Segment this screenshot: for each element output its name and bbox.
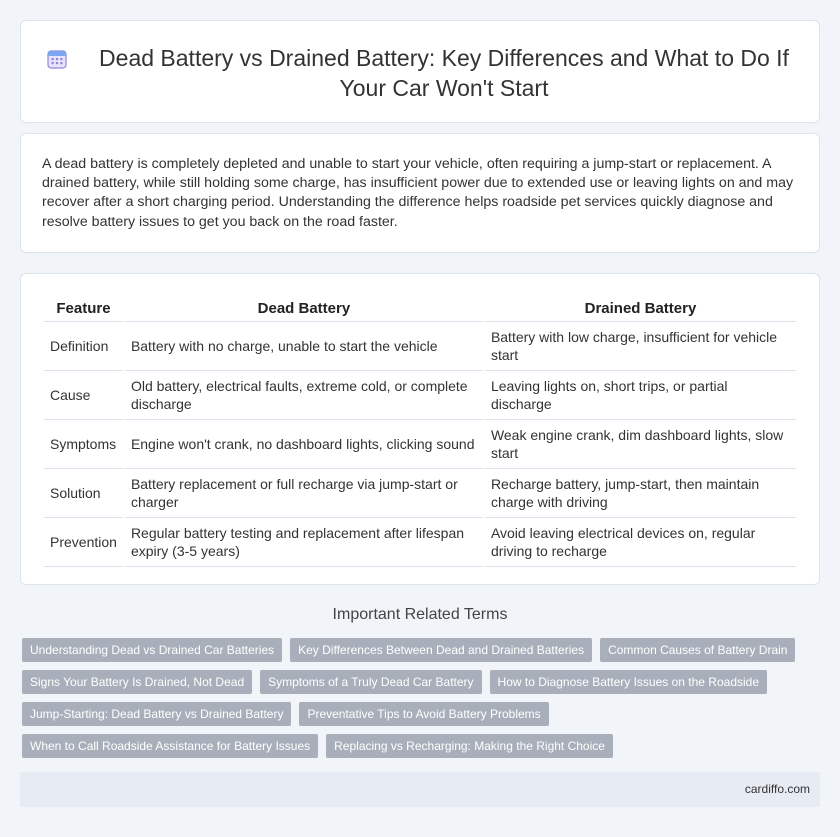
- related-term-tag[interactable]: Jump-Starting: Dead Battery vs Drained Battery: [22, 702, 291, 726]
- footer: [20, 772, 820, 807]
- related-term-tag[interactable]: Signs Your Battery Is Drained, Not Dead: [22, 670, 252, 694]
- related-term-tag[interactable]: Key Differences Between Dead and Drained Batteries: [290, 638, 592, 662]
- feature-cell: Prevention: [44, 518, 123, 567]
- table-header-row: [44, 296, 796, 322]
- related-term-tag[interactable]: Common Causes of Battery Drain: [600, 638, 795, 662]
- drained-battery-cell: Battery with low charge, insufficient for vehicle start: [485, 322, 796, 371]
- comparison-table: [42, 296, 798, 567]
- dead-battery-cell: Regular battery testing and replacement after lifespan expiry (3-5 years): [125, 518, 483, 567]
- related-term-tag[interactable]: Symptoms of a Truly Dead Car Battery: [260, 670, 481, 694]
- feature-cell: Definition: [44, 322, 123, 371]
- drained-battery-cell: Weak engine crank, dim dashboard lights, slow start: [485, 420, 796, 469]
- dead-battery-cell: Engine won't crank, no dashboard lights, clicking sound: [125, 420, 483, 469]
- related-terms-heading: Important Related Terms: [332, 606, 508, 623]
- dead-battery-cell: Old battery, electrical faults, extreme cold, or complete discharge: [125, 371, 483, 420]
- related-term-tag[interactable]: Understanding Dead vs Drained Car Batteries: [22, 638, 282, 662]
- dead-battery-cell: Battery replacement or full recharge via jump-start or charger: [125, 469, 483, 518]
- table-row: [44, 371, 796, 420]
- intro-card: [20, 133, 820, 253]
- dead-battery-cell: Battery with no charge, unable to start the vehicle: [125, 322, 483, 371]
- intro-paragraph: A dead battery is completely depleted and unable to start your vehicle, often requiring a jump-start or replacement. A drained battery, while still holding some charge, has insufficient power due to extended use or leaving lights on and may recover after a short charging period. Understanding the difference helps roadside pet services quickly diagnose and resolve battery issues to get you back on the road faster.: [42, 156, 794, 230]
- related-term-tag[interactable]: When to Call Roadside Assistance for Battery Issues: [22, 734, 318, 758]
- page-title: Dead Battery vs Drained Battery: Key Differences and What to Do If Your Car Won't Start: [99, 45, 789, 101]
- related-term-tag[interactable]: Preventative Tips to Avoid Battery Problems: [299, 702, 548, 726]
- footer-site-link[interactable]: cardiffo.com: [744, 782, 810, 796]
- comparison-card: [20, 273, 820, 585]
- table-row: [44, 518, 796, 567]
- related-terms-list: [22, 638, 822, 766]
- feature-cell: Cause: [44, 371, 123, 420]
- drained-battery-cell: Recharge battery, jump-start, then maintain charge with driving: [485, 469, 796, 518]
- table-row: [44, 322, 796, 371]
- column-header-dead: Dead Battery: [125, 296, 483, 322]
- column-header-feature: Feature: [44, 296, 123, 322]
- feature-cell: Solution: [44, 469, 123, 518]
- drained-battery-cell: Avoid leaving electrical devices on, regular driving to recharge: [485, 518, 796, 567]
- related-term-tag[interactable]: Replacing vs Recharging: Making the Right Choice: [326, 734, 613, 758]
- feature-cell: Symptoms: [44, 420, 123, 469]
- title-card: [20, 20, 820, 123]
- column-header-drained: Drained Battery: [485, 296, 796, 322]
- related-term-tag[interactable]: How to Diagnose Battery Issues on the Roadside: [490, 670, 767, 694]
- table-row: [44, 469, 796, 518]
- drained-battery-cell: Leaving lights on, short trips, or partial discharge: [485, 371, 796, 420]
- table-row: [44, 420, 796, 469]
